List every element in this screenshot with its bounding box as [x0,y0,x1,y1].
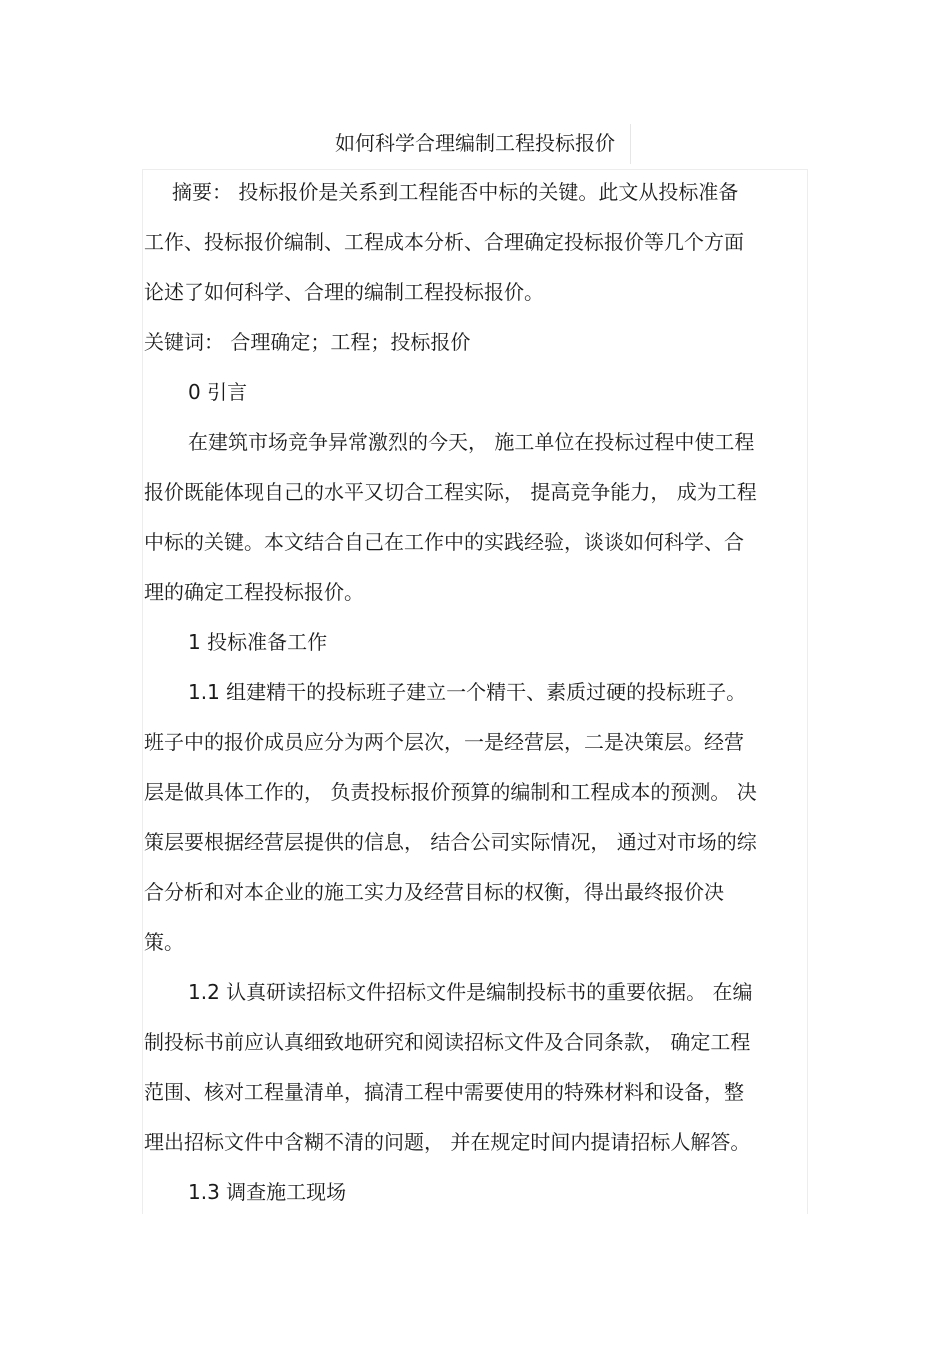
para-1-2-line-3: 范围、核对工程量清单，搞清工程中需要使用的特殊材料和设备，整 [144,1080,744,1104]
intro-line-2: 报价既能体现自己的水平又切合工程实际， 提高竞争能力， 成为工程 [144,480,757,504]
intro-line-1: 在建筑市场竞争异常激烈的今天， 施工单位在投标过程中使工程 [188,430,755,454]
frame-right-rule [807,169,808,1214]
para-1-1-line-1: 1.1 组建精干的投标班子建立一个精干、素质过硬的投标班子。 [188,680,747,704]
keywords-line: 关键词： 合理确定；工程；投标报价 [144,330,471,354]
abstract-line-2: 工作、投标报价编制、工程成本分析、合理确定投标报价等几个方面 [144,230,744,254]
abstract-line-1: 摘要： 投标报价是关系到工程能否中标的关键。此文从投标准备 [172,180,739,204]
para-1-1-line-3: 层是做具体工作的， 负责投标报价预算的编制和工程成本的预测。 决 [144,780,757,804]
para-1-1-line-2: 班子中的报价成员应分为两个层次，一是经营层，二是决策层。经营 [144,730,744,754]
section-heading-1: 1 投标准备工作 [188,630,328,654]
para-1-2-line-1: 1.2 认真研读招标文件招标文件是编制投标书的重要依据。 在编 [188,980,753,1004]
frame-top-rule [142,169,808,170]
frame-left-rule [142,169,143,1214]
para-1-1-line-5: 合分析和对本企业的施工实力及经营目标的权衡，得出最终报价决 [144,880,724,904]
para-1-1-line-6: 策。 [144,930,184,954]
abstract-line-3: 论述了如何科学、合理的编制工程投标报价。 [144,280,544,304]
intro-line-4: 理的确定工程投标报价。 [144,580,364,604]
para-1-2-line-2: 制投标书前应认真细致地研究和阅读招标文件及合同条款， 确定工程 [144,1030,751,1054]
section-heading-0: 0 引言 [188,380,248,404]
para-1-1-line-4: 策层要根据经营层提供的信息， 结合公司实际情况， 通过对市场的综 [144,830,757,854]
document-title: 如何科学合理编制工程投标报价 [335,131,615,155]
section-heading-1-3: 1.3 调查施工现场 [188,1180,347,1204]
para-1-2-line-4: 理出招标文件中含糊不清的问题， 并在规定时间内提请招标人解答。 [144,1130,751,1154]
intro-line-3: 中标的关键。本文结合自己在工作中的实践经验，谈谈如何科学、合 [144,530,744,554]
